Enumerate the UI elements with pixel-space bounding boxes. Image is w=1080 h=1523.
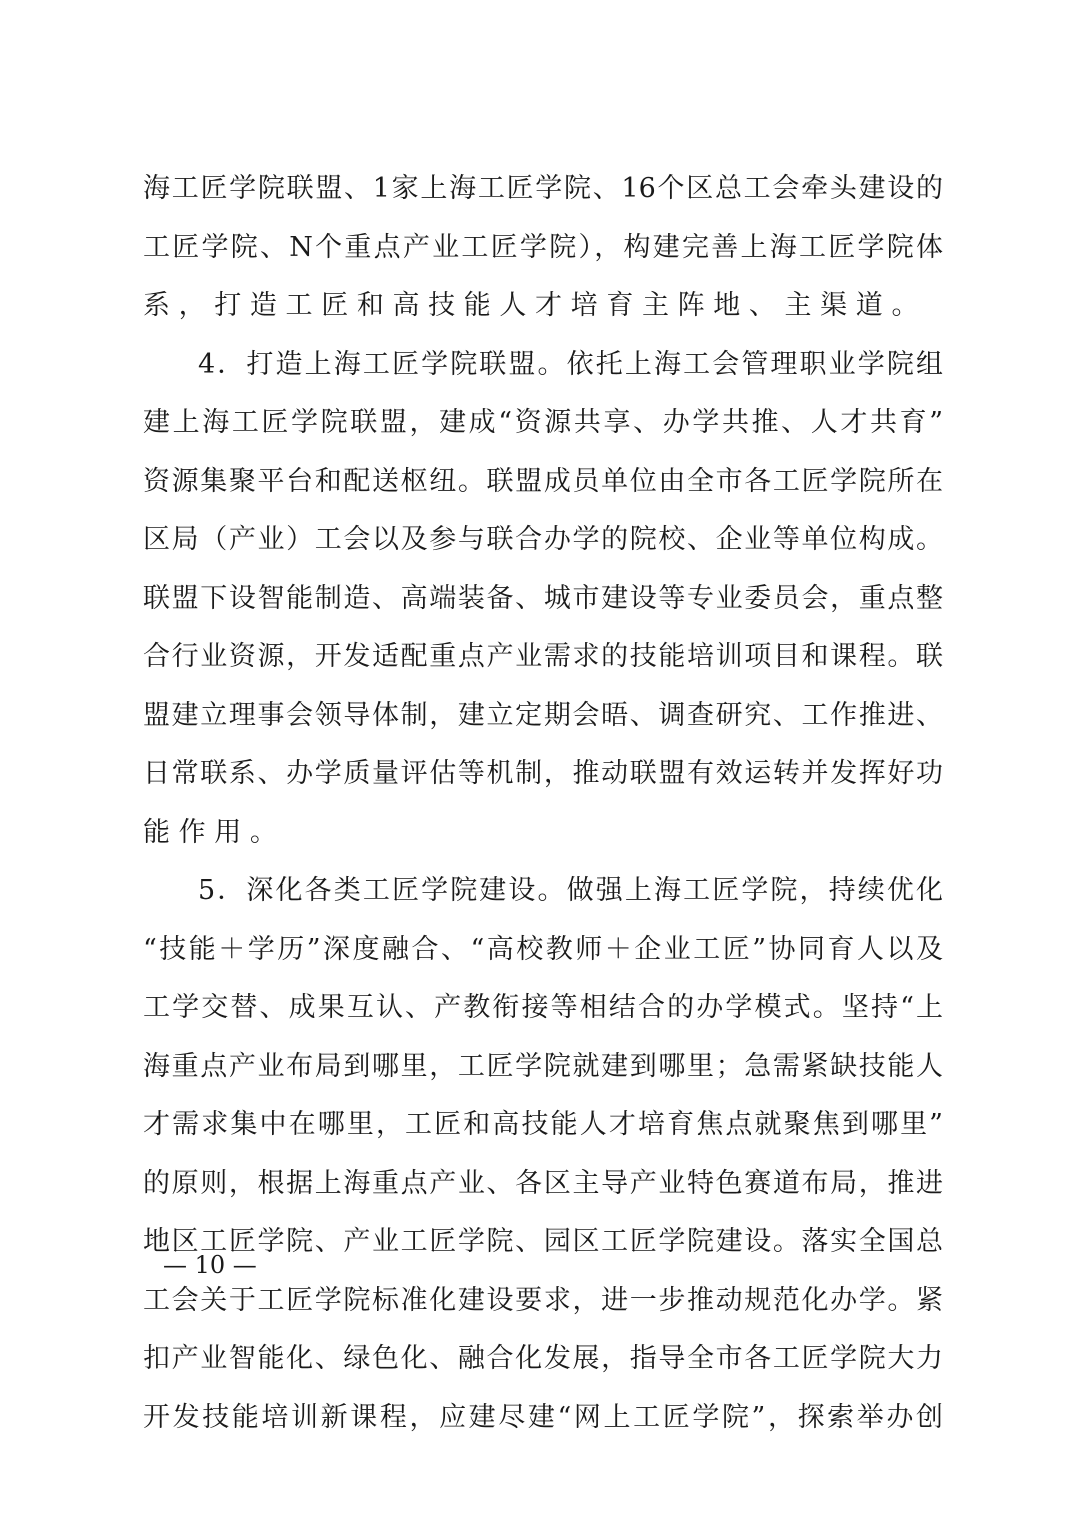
text-line: 海工匠学院联盟、1家上海工匠学院、16个区总工会牵头建设的 [143,173,943,204]
body-text [143,160,943,1447]
text-line: 5．深化各类工匠学院建设。做强上海工匠学院，持续优化 [198,875,943,906]
text-line: 4．打造上海工匠学院联盟。依托上海工会管理职业学院组 [198,348,943,380]
text-line: 工学交替、成果互认、产教衔接等相结合的办学模式。坚持“上 [143,992,943,1023]
text-line: 才需求集中在哪里，工匠和高技能人才培育焦点就聚焦到哪里” [143,1109,943,1140]
text-line: 系，打造工匠和高技能人才培育主阵地、主渠道。 [143,290,928,321]
text-line: “技能＋学历”深度融合、“高校教师＋企业工匠”协同育人以及 [143,933,943,965]
text-line: 扣产业智能化、绿色化、融合化发展，指导全市各工匠学院大力 [143,1343,943,1374]
text-line: 工会关于工匠学院标准化建设要求，进一步推动规范化办学。紧 [143,1284,943,1316]
text-line: 区局（产业）工会以及参与联合办学的院校、企业等单位构成。 [143,524,943,555]
text-line: 能作用。 [143,816,286,848]
text-line: 资源集聚平台和配送枢纽。联盟成员单位由全市各工匠学院所在 [143,465,943,497]
text-line: 建上海工匠学院联盟，建成“资源共享、办学共推、人才共育” [143,407,943,438]
text-line: 联盟下设智能制造、高端装备、城市建设等专业委员会，重点整 [143,582,943,614]
text-line: 的原则，根据上海重点产业、各区主导产业特色赛道布局，推进 [143,1167,943,1199]
text-line: 工匠学院、N个重点产业工匠学院），构建完善上海工匠学院体 [143,231,943,263]
text-line: 海重点产业布局到哪里，工匠学院就建到哪里；急需紧缺技能人 [143,1050,943,1082]
text-line: 日常联系、办学质量评估等机制，推动联盟有效运转并发挥好功 [143,758,943,789]
text-line: 地区工匠学院、产业工匠学院、园区工匠学院建设。落实全国总 [143,1226,943,1257]
text-line: 盟建立理事会领导体制，建立定期会晤、调查研究、工作推进、 [143,699,943,731]
page-number: — 10 — [163,1251,257,1279]
text-line: 合行业资源，开发适配重点产业需求的技能培训项目和课程。联 [143,641,943,672]
text-line: 开发技能培训新课程，应建尽建“网上工匠学院”，探索举办创 [143,1401,943,1433]
